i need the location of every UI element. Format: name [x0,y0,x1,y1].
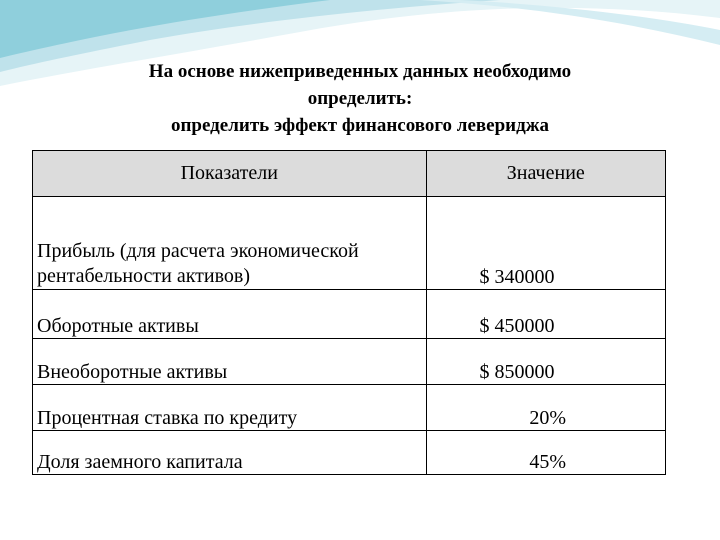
row-label: Процентная ставка по кредиту [33,385,427,431]
title-line-3: определить эффект финансового левериджа [170,115,549,136]
table-header-row [33,151,666,197]
row-label [33,197,427,290]
table-row [33,339,666,385]
row-value: 45% [426,431,665,475]
table-row [33,290,666,339]
row-label-line: рентабельности активов) [37,265,251,287]
row-value: $ 450000 [426,290,665,339]
row-value: $ 340000 [426,197,665,290]
row-label: Оборотные активы [33,290,427,339]
row-label-line: Прибыль (для расчета экономической [37,240,359,262]
slide-title [60,58,660,139]
row-value: $ 850000 [426,339,665,385]
column-header-value: Значение [426,151,665,197]
title-line-1: На основе нижеприведенных данных необходимо [148,61,572,82]
row-value: 20% [426,385,665,431]
column-header-indicators: Показатели [33,151,427,197]
table-row [33,385,666,431]
row-label: Внеоборотные активы [33,339,427,385]
data-table [32,150,666,475]
title-line-2: определить: [307,88,413,109]
table-row [33,197,666,290]
table-row [33,431,666,475]
row-label: Доля заемного капитала [33,431,427,475]
